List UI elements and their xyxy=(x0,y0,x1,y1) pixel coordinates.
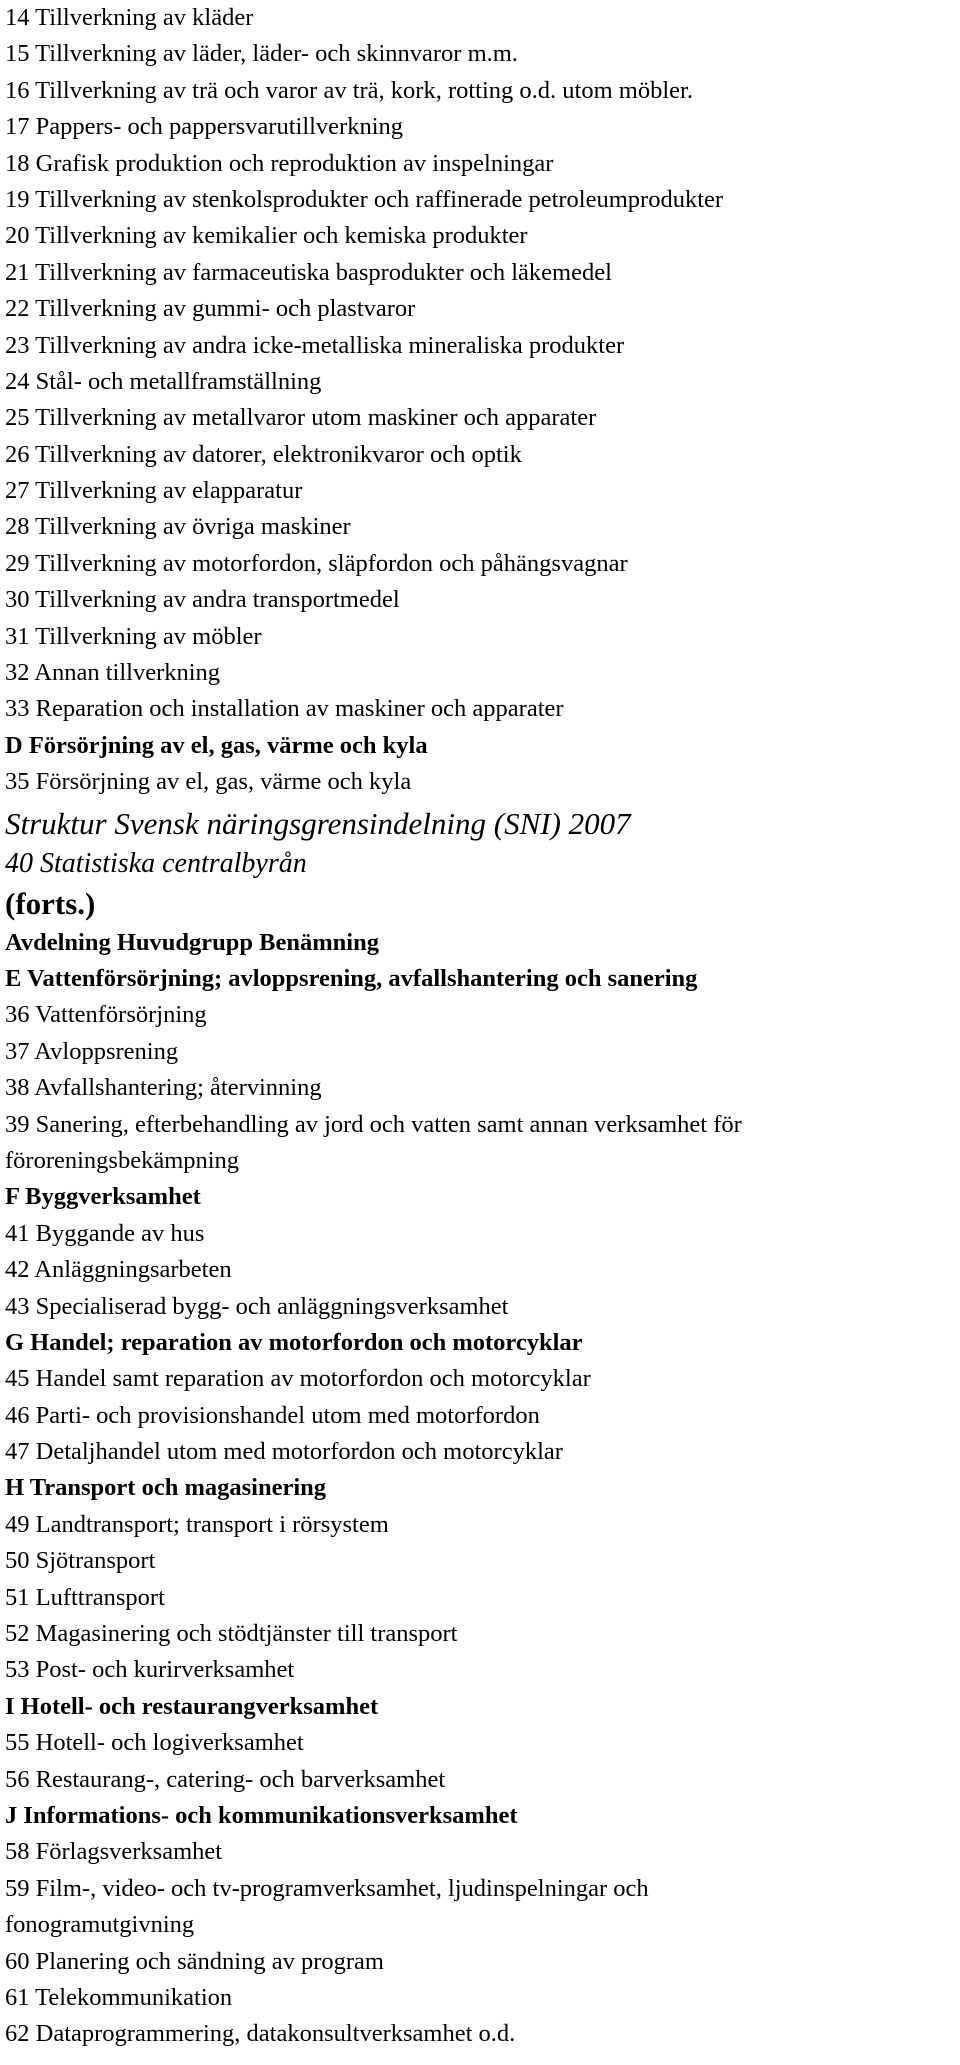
list-item: 53 Post- och kurirverksamhet xyxy=(5,1656,295,1684)
document-page xyxy=(5,0,955,2053)
list-item: 25 Tillverkning av metallvaror utom maskiner och apparater xyxy=(5,404,597,432)
document-title: Struktur Svensk näringsgrensindelning (SNI) 2007 xyxy=(5,805,631,841)
list-item: 62 Dataprogrammering, datakonsultverksamhet o.d. xyxy=(5,2020,516,2048)
list-item: 28 Tillverkning av övriga maskiner xyxy=(5,513,351,541)
list-item: 38 Avfallshantering; återvinning xyxy=(5,1074,322,1102)
list-item: 20 Tillverkning av kemikalier och kemiska produkter xyxy=(5,222,528,250)
section-heading: I Hotell- och restaurangverksamhet xyxy=(5,1692,379,1720)
list-item: 45 Handel samt reparation av motorfordon och motorcyklar xyxy=(5,1365,591,1393)
list-item: föroreningsbekämpning xyxy=(5,1146,240,1174)
list-item: 56 Restaurang-, catering- och barverksamhet xyxy=(5,1765,446,1793)
list-item: 41 Byggande av hus xyxy=(5,1219,205,1247)
list-item: 27 Tillverkning av elapparatur xyxy=(5,477,303,505)
list-item: 51 Lufttransport xyxy=(5,1583,165,1611)
list-item: 36 Vattenförsörjning xyxy=(5,1001,207,1029)
industry-list-bottom xyxy=(5,925,955,2053)
list-item: 43 Specialiserad bygg- och anläggningsverksamhet xyxy=(5,1292,509,1320)
list-item: 19 Tillverkning av stenkolsprodukter och raffinerade petroleumprodukter xyxy=(5,185,724,213)
list-item: 18 Grafisk produktion och reproduktion av inspelningar xyxy=(5,149,554,177)
list-item: 37 Avloppsrening xyxy=(5,1037,179,1065)
list-item: 29 Tillverkning av motorfordon, släpfordon och påhängsvagnar xyxy=(5,549,628,577)
section-heading: J Informations- och kommunikationsverksamhet xyxy=(5,1801,518,1829)
list-item: 42 Anläggningsarbeten xyxy=(5,1256,232,1284)
list-item: 26 Tillverkning av datorer, elektronikvaror och optik xyxy=(5,440,522,468)
list-item: 32 Annan tillverkning xyxy=(5,659,221,687)
list-item: 17 Pappers- och pappersvarutillverkning xyxy=(5,113,404,141)
list-item: 23 Tillverkning av andra icke-metalliska mineraliska produkter xyxy=(5,331,625,359)
section-heading: G Handel; reparation av motorfordon och motorcyklar xyxy=(5,1328,583,1356)
section-heading: D Försörjning av el, gas, värme och kyla xyxy=(5,731,428,759)
list-item: 21 Tillverkning av farmaceutiska basprodukter och läkemedel xyxy=(5,258,612,286)
list-item: 15 Tillverkning av läder, läder- och skinnvaror m.m. xyxy=(5,40,518,68)
list-item: 61 Telekommunikation xyxy=(5,1983,233,2011)
section-heading: F Byggverksamhet xyxy=(5,1183,201,1211)
section-heading: E Vattenförsörjning; avloppsrening, avfallshantering och sanering xyxy=(5,964,698,992)
document-subtitle: 40 Statistiska centralbyrån xyxy=(5,847,307,879)
list-item: 39 Sanering, efterbehandling av jord och vatten samt annan verksamhet för xyxy=(5,1110,742,1138)
list-item: fonogramutgivning xyxy=(5,1911,195,1939)
list-item: 22 Tillverkning av gummi- och plastvaror xyxy=(5,295,416,323)
section-heading: Avdelning Huvudgrupp Benämning xyxy=(5,928,379,956)
list-item: 50 Sjötransport xyxy=(5,1547,156,1575)
list-item: 58 Förlagsverksamhet xyxy=(5,1838,223,1866)
list-item: 46 Parti- och provisionshandel utom med motorfordon xyxy=(5,1401,540,1429)
list-item: 35 Försörjning av el, gas, värme och kyla xyxy=(5,768,412,796)
list-item: 31 Tillverkning av möbler xyxy=(5,622,262,650)
list-item: 55 Hotell- och logiverksamhet xyxy=(5,1729,304,1757)
list-item: 24 Stål- och metallframställning xyxy=(5,367,322,395)
list-item: 59 Film-, video- och tv-programverksamhet, ljudinspelningar och xyxy=(5,1874,649,1902)
list-item: 14 Tillverkning av kläder xyxy=(5,4,254,31)
list-item: 47 Detaljhandel utom med motorfordon och motorcyklar xyxy=(5,1438,563,1466)
list-item: 33 Reparation och installation av maskiner och apparater xyxy=(5,695,564,723)
list-item: 60 Planering och sändning av program xyxy=(5,1947,384,1975)
section-heading: H Transport och magasinering xyxy=(5,1474,327,1502)
list-item: 30 Tillverkning av andra transportmedel xyxy=(5,586,400,614)
continued-label: (forts.) xyxy=(5,885,96,921)
list-item: 49 Landtransport; transport i rörsystem xyxy=(5,1510,389,1538)
list-item: 16 Tillverkning av trä och varor av trä, kork, rotting o.d. utom möbler. xyxy=(5,76,693,104)
list-item: 52 Magasinering och stödtjänster till transport xyxy=(5,1620,458,1648)
industry-list-top xyxy=(5,0,955,801)
